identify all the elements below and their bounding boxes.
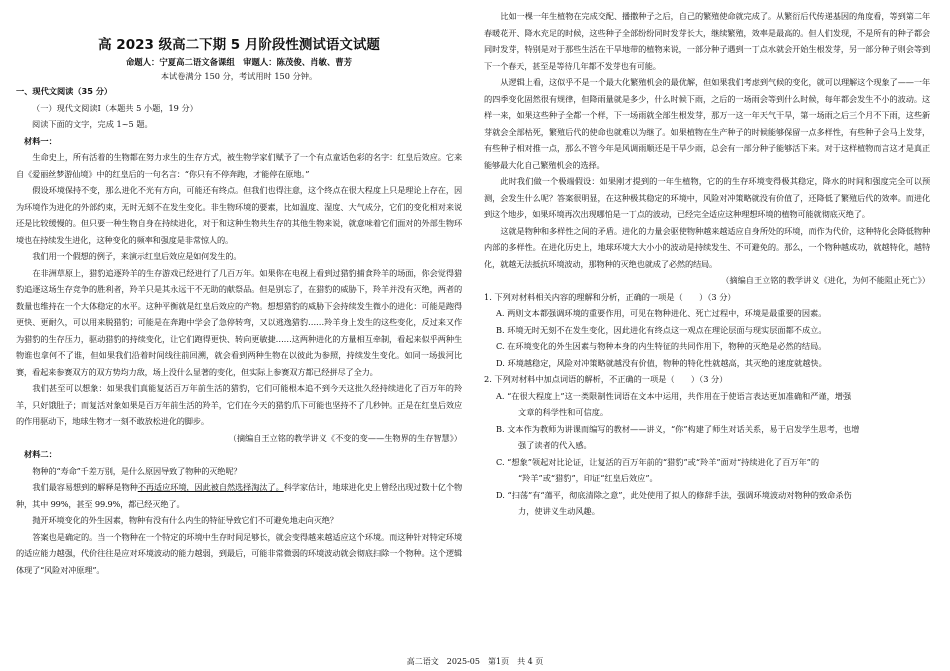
question-2-option-d: D. “扫荡”有“蕩平，彻底清除之意”，此处使用了拟人的修辞手法，强调环境波动对物种的致命杀伤: [496, 489, 852, 500]
left-column: [16, 8, 462, 578]
subsection-heading: （一）现代文阅读Ⅰ（本题共 5 小题，19 分）: [32, 102, 198, 113]
underlined-text: 不再适应环境，因此被自然选择淘汰了。: [137, 482, 284, 492]
reading-instruction: 阅读下面的文字，完成 1~5 题。: [32, 119, 153, 129]
right-column: [484, 8, 930, 520]
question-1-stem: 1. 下列对材料相关内容的理解和分析，正确的一项是（ ）（3 分）: [484, 291, 736, 302]
plain-text: 科学家估计，地球进化史上曾经出现过数十亿个物种，其中 99%，甚至 99.9%，都已经灭绝了。: [16, 482, 462, 509]
material-two-paragraph: [16, 479, 462, 512]
material-two-paragraph: 从逻辑上看，这似乎不是一个最大化繁殖机会的最优解，但如果我们考虑到气候的变化，就可以理解这个现象了——一年的四季变化固然很有规律，但降雨量就是多少，什么时候下雨，之后的一场雨会等到什么时候，每年都会发生不小的波动。这样一来，如果这些种子全都一个样，下一场雨就全部生根发芽，那万一这一年天气干旱，第一场雨之后三个月不下雨，这些新芽就会全部枯死，繁殖后代的使命也就难以为继了。如果植物在生产种子的时候能够保留一点多样性，有些种子会马上发芽，有些种子相对推一点，那么不管今年是风调雨顺还是干旱少雨，总会有一部分种子能够活下来。对于这样植物而言这才是真正能够最大化自己繁殖机会的选择。: [484, 77, 930, 170]
page-footer: 高二语文 2025-05 第1页 共 4 页: [406, 657, 544, 666]
question-1-option-d: D. 环境越稳定，风险对冲策略就越没有价值，物种的特化性就越高，其灭绝的速度就越快。: [496, 357, 827, 368]
material-two-paragraph: 此时我们做一个极端假设：如果刚才提到的一年生植物，它的的生存环境变得极其稳定，降水的时间和强度完全可以预测，会发生什么呢？答案很明显，在这种极其稳定的环境中，风险对冲策略就没有价值了，还降低了繁殖后代的效率。而进化到这个地步，如果环境再次出现哪怕是一丁点的波动，已经完全适应这种理想环境的植物可能就彻底灭绝了。: [484, 176, 930, 219]
question-1-option-a: A. 两则文本都强调环境的重要作用，可见在物种进化、死亡过程中，环境是最重要的因素。: [496, 308, 827, 318]
exam-authors: 命题人：宁夏高二语文备课组 审题人：陈茂俊、肖敏、曹芳: [125, 57, 353, 67]
material-one-source: （摘编自王立铭的教学讲义《不变的变——生物界的生存智慧》）: [228, 432, 462, 443]
question-1-option-b: B. 环境无时无刻不在发生变化，因此进化有终点这一观点在理论层面与现实层面都不成立。: [496, 324, 827, 335]
material-one-label: 材料一：: [24, 135, 57, 146]
material-two-paragraph: 这就是物种和多样性之间的矛盾。进化的力量会驱使物种越来越适应自身所处的环境，而作为代价，这种特化会降低物种内部的多样性。在进化历史上，地球环境大大小小的波动是持续发生、不可避免的。那么，一个物种越成功，就越特化，越特化，就越无法抵抗环境波动，那物种的灭绝也就成了必然的结局。: [484, 225, 930, 269]
question-2-option-a: A. “在很大程度上”这一类限制性词语在文本中运用，共作用在于使语言表达更加准确和严谨，增强: [496, 390, 852, 401]
question-2-option-b-cont: 强了读者的代入感。: [518, 440, 592, 450]
material-two-source: （摘编自王立铭的教学讲义《进化，为何不能阻止死亡》）: [721, 275, 930, 285]
question-2-option-c: C. “想象”领起对比论证，让复活的百万年前的“猎豹”或“羚羊”面对“持续进化了百万年”的: [496, 456, 820, 467]
section-heading: 一、现代文阅读（35 分）: [16, 86, 113, 96]
material-one-paragraph: 假设环境保持不变，那么进化不光有方向，可能还有终点。但我们也得注意，这个终点在很大程度上只是理论上存在，因为环境作为进化的外部约束，无时无刻不在发生变化。非生物环境的要素，比如温度、湿度、大气成分，它们的变化相对来说还是比较缓慢的。但只要一种生物自身在持续进化，对于和这种生物共生存的其他生物来说，就意味着它们面对的外部生物环境也在持续发生进化，这种变化的频率和强度是非常惊人的。: [16, 185, 462, 245]
question-2-option-b: B. 文本作为教师为讲课而编写的教材——讲义，“你”构建了师生对话关系，易于启发学生思考，也增: [496, 423, 860, 434]
material-two-paragraph: 比如一棵一年生植物在完成交配、播撒种子之后，自己的繁殖使命就完成了。从繁衍后代传递基因的角度看，等到第二年春暖花开、降水充足的时候，这些种子全部纷纷同时发芽长大，继续繁殖，效率是最高的。但人们发现，不是所有的种子都会同时发芽，特别是对于那些生活在干旱地带的植物来说，一部分种子遇到一丁点水就会开始生根发芽，另一部分种子则会等到下一个春天，甚至是等待几年都不发芽也有可能。: [484, 11, 930, 71]
plain-text: 我们最容易想到的解释是物种: [32, 482, 138, 492]
question-2-stem: 2. 下列对材料中加点词语的解析，不正确的一项是（ ）（3 分）: [484, 374, 728, 384]
exam-title: 高 2023 级高二下期 5 月阶段性测试语文试题: [98, 37, 380, 53]
question-2-option-d-cont: 力，使讲义生动风趣。: [518, 506, 600, 516]
material-one-paragraph: 我们甚至可以想象：如果我们真能复活百万年前生活的猎豹，它们可能根本追不到今天这批久经持续进化了百万年的羚羊，只好饿肚子；而复活对象如果是百万年前生活的羚羊，它们在今天的猎豹爪下可能也坚持不了几秒钟。正是在红皇后效应的作用驱动下，地球生物才一刻不敢放松进化的脚步。: [16, 383, 462, 426]
material-one-paragraph: 生命史上，所有活着的生物都在努力求生的生存方式，被生物学家们赋予了一个有点童话色彩的名字：红皇后效应。它来自《爱丽丝梦游仙境》中的红皇后的一句名言：“你只有不停奔跑，才能停在原地。”: [16, 152, 462, 179]
material-two-paragraph: 答案也是确定的。当一个物种在一个特定的环境中生存时间足够长，就会变得越来越适应这个环境。而这种针对特定环境的适应能力越强，代价往往是应对环境波动的能力越弱，到最后，可能非常微弱的环境波动就会彻底扫除一个物种。这个逻辑体现了“风险对冲原理”。: [16, 531, 462, 575]
material-one-paragraph: 在非洲草原上，猎豹追逐羚羊的生存游戏已经进行了几百万年。如果你在电视上看到过猎豹捕食羚羊的场面，你会觉得猎豹追逐这场生存竞争的胜利者，羚羊只是其永远干不无助的献祭品。但是别忘了，在猎豹的威胁下，羚羊并没有灭绝，两者的数量也维持在一个大体稳定的水平。这种平衡就是红皇后效应的产物。想想猎豹的威胁下会持续发生微小的进化：可能是跑得更快、更耐久，可以用来脱猎豹；可能是在奔跑中学会了急停转弯，又以逃逸猎豹……羚羊身上发生的这些变化，反过来又作为猎豹的生存压力，驱动猎豹的持续变化，让它们跑得更快、转向更敏捷……这两种进化的方量相互牵制，看起来似乎两种生物谁也拿何不了谁，但如果我们沿着时间线往前回溯，就会看到两种生物在以彼此为参照，持续发生变化。如同一场拔河比赛，看起来参赛双方的双方势均力敌，场上没什么显著的变化，但实际上参赛双方都已经拼尽了全力。: [16, 267, 462, 377]
material-two-paragraph: 物种的“寿命”千差万别，是什么原因导致了物种的灭绝呢？: [32, 465, 242, 476]
exam-info: 本试卷满分 150 分，考试用时 150 分钟。: [160, 71, 318, 81]
material-one-paragraph: 我们用一个假想的例子，来演示红皇后效应是如何发生的。: [32, 251, 242, 261]
question-2-option-a-cont: 文章的科学性和可信度。: [518, 407, 609, 417]
question-2-option-c-cont: “羚羊”或“猎豹”，印证“红皇后效应”。: [518, 473, 658, 483]
material-two-paragraph: 抛开环境变化的外生因素，物种有没有什么内生的特征导致它们不可避免地走向灭绝？: [32, 515, 338, 525]
material-two-label: 材料二：: [24, 449, 57, 459]
question-1-option-c: C. 在环境变化的外生因素与物种本身的内生特征的共同作用下，物种的灭绝是必然的结局。: [496, 341, 827, 351]
